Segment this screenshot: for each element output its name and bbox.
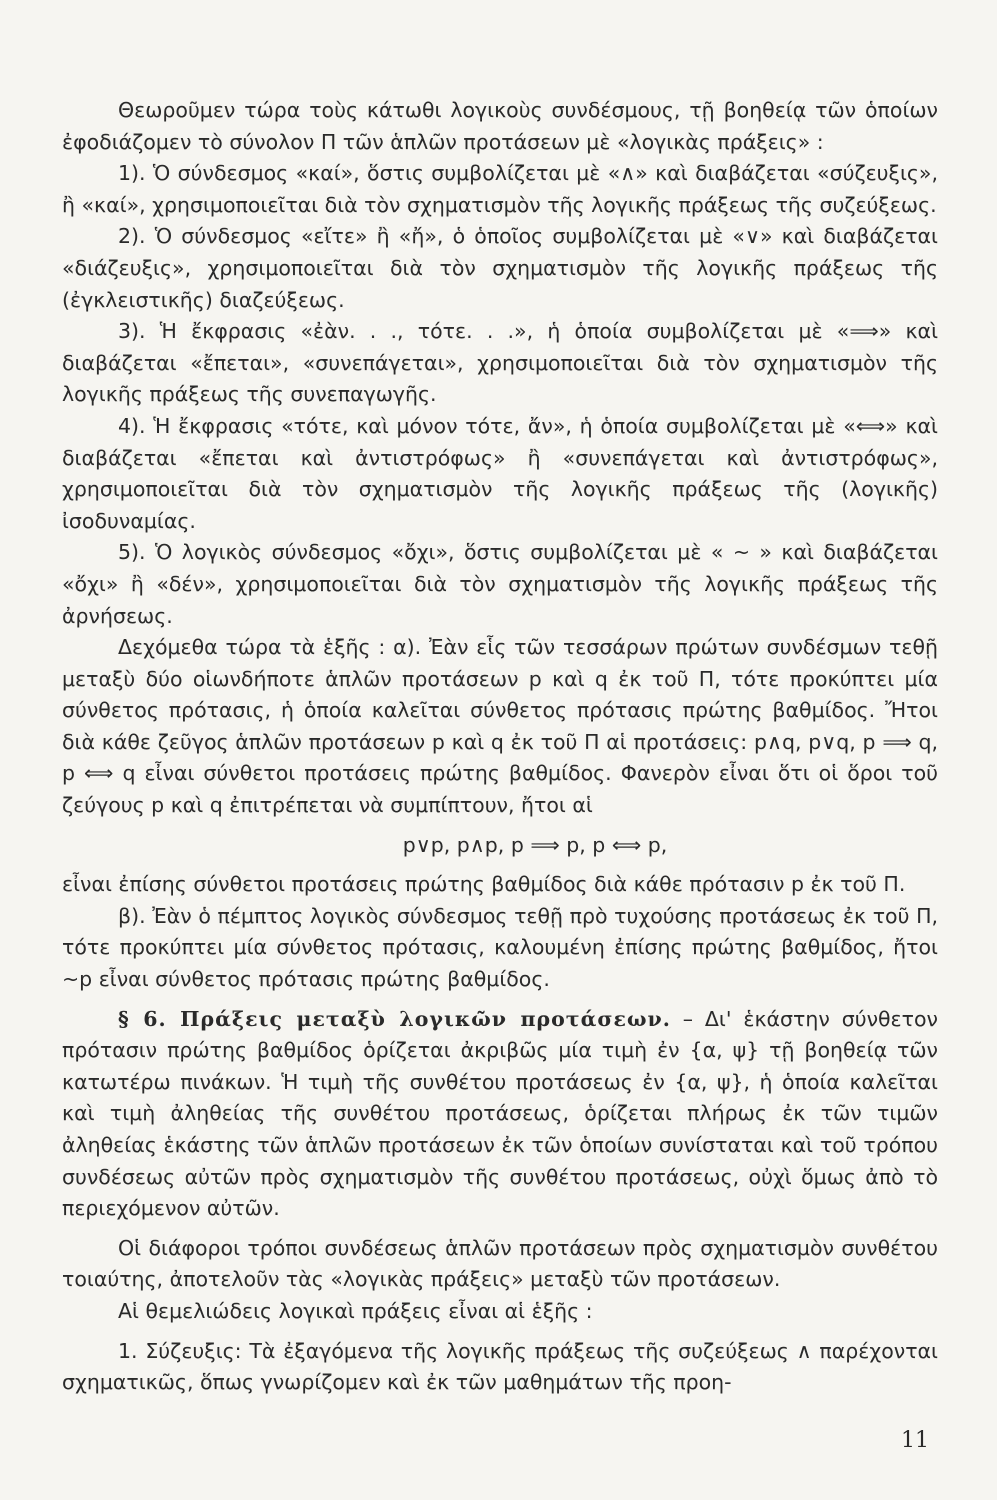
- paragraph-item-5: 5). Ὁ λογικὸς σύνδεσμος «ὄχι», ὅστις συμβολίζεται μὲ « ~ » καὶ διαβάζεται «ὄχι» ἢ «δέν», χρησιμοποιεῖται διὰ τὸν σχηματισμὸν τῆς λογικῆς πράξεως τῆς ἀρνήσεως.: [62, 540, 938, 628]
- paragraph-intro: Θεωροῦμεν τώρα τοὺς κάτωθι λογικοὺς συνδέσμους, τῇ βοηθείᾳ τῶν ὁποίων ἐφοδιάζομεν τὸ σύνολον Π τῶν ἁπλῶν προτάσεων μὲ «λογικὰς πράξεις» :: [62, 98, 938, 154]
- page-body: [62, 95, 938, 1399]
- paragraph-continuation: εἶναι ἐπίσης σύνθετοι προτάσεις πρώτης βαθμίδος διὰ κάθε πρότασιν p ἐκ τοῦ Π.: [62, 872, 906, 897]
- page-number: 11: [901, 1428, 929, 1453]
- paragraph-item-3: 3). Ἡ ἔκφρασις «ἐὰν. . ., τότε. . .», ἡ ὁποία συμβολίζεται μὲ «⟹» καὶ διαβάζεται «ἔπεται», «συνεπάγεται», χρησιμοποιεῖται διὰ τὸν σχηματισμὸν τῆς λογικῆς πράξεως τῆς συνεπαγωγῆς.: [62, 319, 938, 407]
- section-text: – Δι' ἑκάστην σύνθετον πρότασιν πρώτης βαθμίδος ὁρίζεται ἀκριβῶς μία τιμὴ ἐν {α, ψ} τῇ βοηθείᾳ τῶν κατωτέρω πινάκων. Ἡ τιμὴ τῆς συνθέτου προτάσεως ἐν {α, ψ}, ἡ ὁποία καλεῖται καὶ τιμὴ ἀληθείας τῆς συνθέτου προτάσεως, ὁρίζεται πλήρως ἐκ τῶν τιμῶν ἀληθείας ἑκάστης τῶν ἁπλῶν προτάσεων ἐκ τῶν ὁποίων συνίσταται καὶ τοῦ τρόπου συνδέσεως αὐτῶν πρὸς σχηματισμὸν τῆς συνθέτου προτάσεως, οὐχὶ ὅμως ἀπὸ τὸ περιεχόμενον αὐτῶν.: [62, 1006, 938, 1221]
- formula-line: p∨p, p∧p, p ⟹ p, p ⟺ p,: [402, 832, 668, 857]
- paragraph-item-4: 4). Ἡ ἔκφρασις «τότε, καὶ μόνον τότε, ἄν», ἡ ὁποία συμβολίζεται μὲ «⟺» καὶ διαβάζεται «ἔπεται καὶ ἀντιστρόφως» ἢ «συνεπάγεται καὶ ἀντιστρόφως», χρησιμοποιεῖται διὰ τὸν σχηματισμὸν τῆς λογικῆς πράξεως τῆς (λογικῆς) ἰσοδυναμίας.: [62, 413, 938, 533]
- section-paragraph: [62, 1004, 938, 1225]
- paragraph-item-1: 1). Ὁ σύνδεσμος «καί», ὅστις συμβολίζεται μὲ «∧» καὶ διαβάζεται «σύζευξις», ἢ «καί», χρησιμοποιεῖται διὰ τὸν σχηματισμὸν τῆς λογικῆς πράξεως τῆς συζεύξεως.: [62, 161, 938, 217]
- paragraph-item-2: 2). Ὁ σύνδεσμος «εἴτε» ἢ «ἤ», ὁ ὁποῖος συμβολίζεται μὲ «∨» καὶ διαβάζεται «διάζευξις», χρησιμοποιεῖται διὰ τὸν σχηματισμὸν τῆς λογικῆς πράξεως τῆς (ἐγκλειστικῆς) διαζεύξεως.: [62, 224, 938, 312]
- paragraph-beta: β). Ἐὰν ὁ πέμπτος λογικὸς σύνδεσμος τεθῇ πρὸ τυχούσης προτάσεως ἐκ τοῦ Π, τότε προκύπτει μία σύνθετος πρότασις, καλουμένη ἐπίσης πρώτης βαθμίδος, ἤτοι ~p εἶναι σύνθετος πρότασις πρώτης βαθμίδος.: [62, 903, 938, 992]
- paragraph-alpha: Δεχόμεθα τώρα τὰ ἑξῆς : α). Ἐὰν εἷς τῶν τεσσάρων πρώτων συνδέσμων τεθῇ μεταξὺ δύο οἱωνδήποτε ἁπλῶν προτάσεων p καὶ q ἐκ τοῦ Π, τότε προκύπτει μία σύνθετος πρότασις, ἡ ὁποία καλεῖται σύνθετος πρότασις πρώτης βαθμίδος. Ἤτοι διὰ κάθε ζεῦγος ἁπλῶν προτάσεων p καὶ q ἐκ τοῦ Π αἱ προτάσεις: p∧q, p∨q, p ⟹ q, p ⟺ q εἶναι σύνθετοι προτάσεις πρώτης βαθμίδος. Φανερὸν εἶναι ὅτι οἱ ὅροι τοῦ ζεύγους p καὶ q ἐπιτρέπεται νὰ συμπίπτουν, ἤτοι αἱ: [62, 635, 938, 818]
- section-heading: § 6. Πράξεις μεταξὺ λογικῶν προτάσεων.: [118, 1006, 671, 1031]
- paragraph-conjunction: 1. Σύζευξις: Τὰ ἐξαγόμενα τῆς λογικῆς πράξεως τῆς συζεύξεως ∧ παρέχονται σχηματικῶς, ὅπως γνωρίζομεν καὶ ἐκ τῶν μαθημάτων τῆς προη-: [62, 1338, 938, 1395]
- paragraph-operations: Οἱ διάφοροι τρόποι συνδέσεως ἁπλῶν προτάσεων πρὸς σχηματισμὸν συνθέτου τοιαύτης, ἀποτελοῦν τὰς «λογικὰς πράξεις» μεταξὺ τῶν προτάσεων.: [62, 1235, 938, 1292]
- paragraph-fundamental: Αἱ θεμελιώδεις λογικαὶ πράξεις εἶναι αἱ ἑξῆς :: [118, 1298, 593, 1323]
